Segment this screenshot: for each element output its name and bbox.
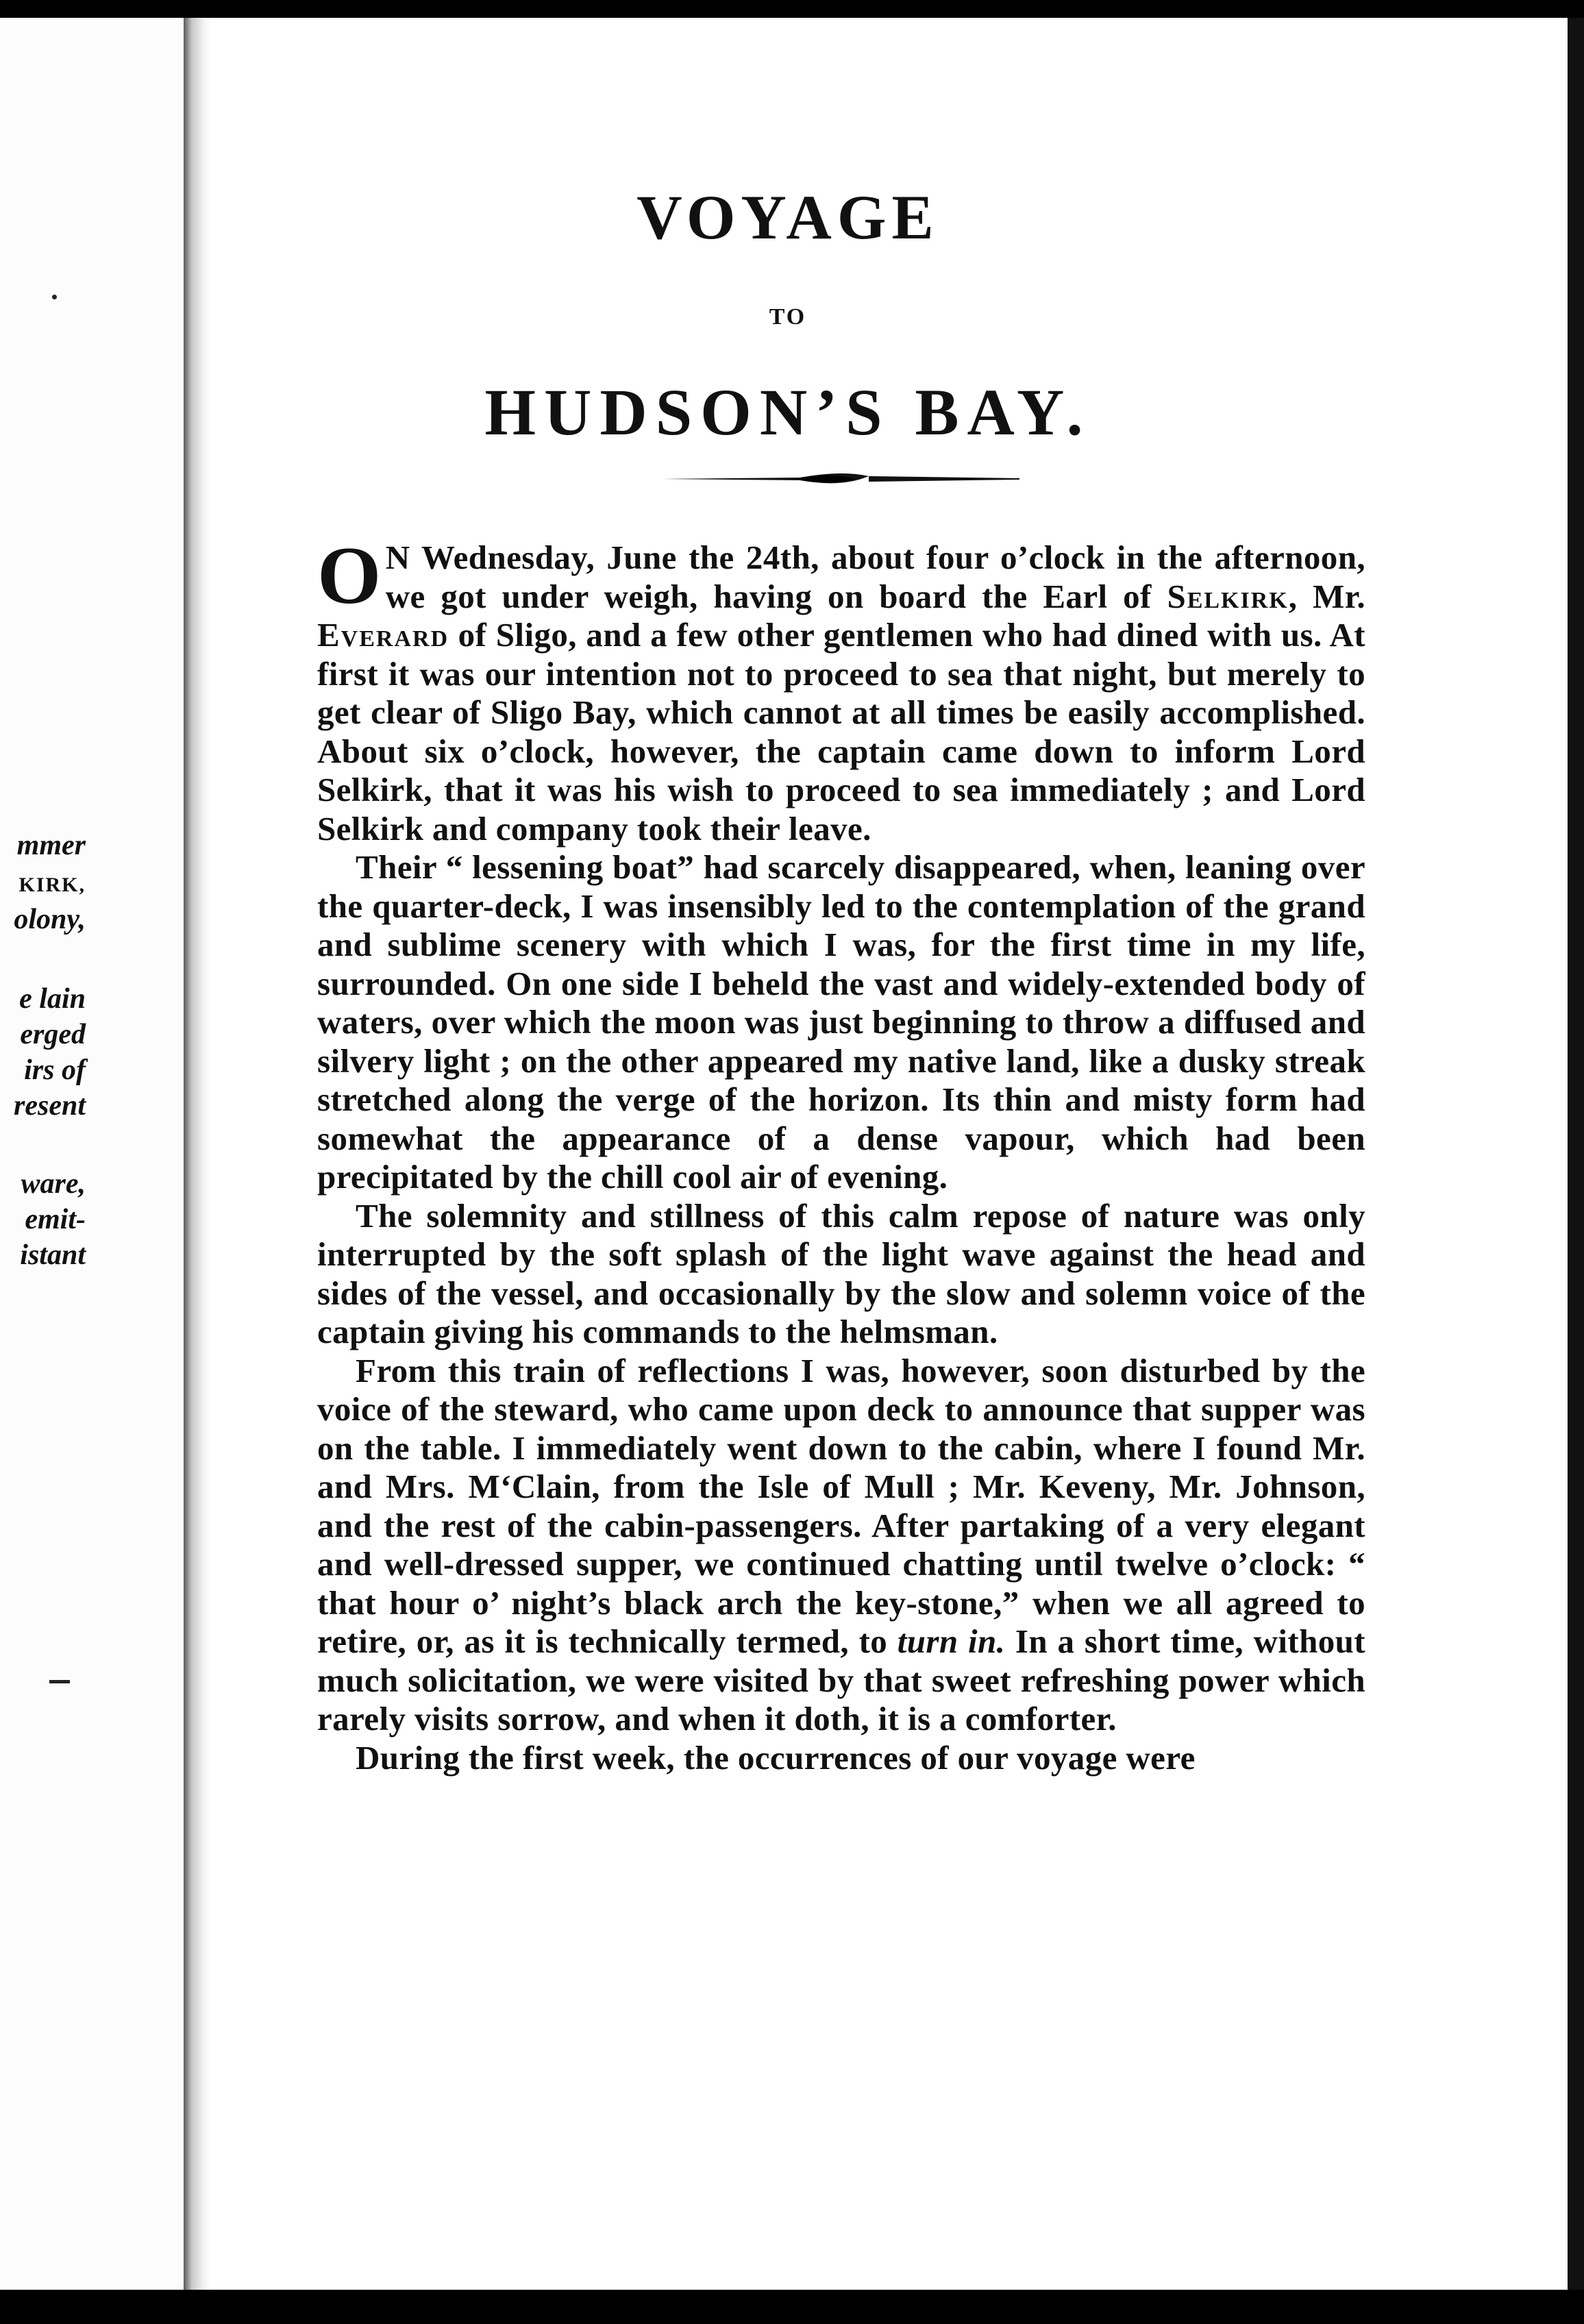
paragraph <box>317 1352 1365 1739</box>
text-run: , Mr. <box>1288 577 1365 615</box>
paragraph: During the first week, the occurrences of our voyage were <box>356 1738 1196 1777</box>
name-selkirk: Selkirk <box>1167 577 1289 615</box>
fragment-line: resent <box>14 1090 86 1122</box>
title-hudsons-bay: HUDSON’S BAY. <box>484 375 1091 449</box>
facing-page-fragment <box>0 18 184 2290</box>
title-to: TO <box>769 304 807 330</box>
scan-bottom-border <box>0 2290 1584 2324</box>
paragraph: The solemnity and stillness of this calm repose of nature was only interrupted by the soft splash of the light wave against the head and sides of the vessel, and occasionally by the slow and solemn voice of the captain giving his commands to the helmsman. <box>317 1196 1365 1350</box>
scan-right-border <box>1568 18 1584 2290</box>
drop-cap: O <box>317 530 382 621</box>
fragment-line: istant <box>20 1239 86 1271</box>
ink-dot <box>52 295 57 299</box>
gutter-shadow <box>184 18 211 2290</box>
ornamental-rule <box>663 467 1019 491</box>
fragment-line: e lain <box>19 983 86 1015</box>
fragment-line: irs of <box>24 1054 86 1086</box>
fragment-line: emit- <box>25 1204 86 1235</box>
body-text <box>317 530 1366 1777</box>
fragment-line: ware, <box>21 1168 86 1200</box>
scan-top-border <box>0 0 1584 18</box>
paragraph: Their “ lessening boat” had scarcely disappeared, when, leaning over the quarter-deck, I was insensibly led to the contemplation of the grand and sublime scenery with which I was, for the first time in my life, surrounded. On one side I beheld the vast and widely-extended body of waters, over which the moon was just beginning to throw a diffused and silvery light ; on the other appeared my native land, like a dusky streak stretched along the verge of the horizon. Its thin and misty form had somewhat the appearance of a dense vapour, which had been precipitated by the chill cool air of evening. <box>317 848 1365 1196</box>
title-voyage: VOYAGE <box>636 182 939 252</box>
book-page <box>211 18 1568 2290</box>
italic-phrase: turn in. <box>897 1622 1006 1660</box>
fragment-line: KIRK, <box>18 874 86 896</box>
fragment-line: erged <box>20 1019 86 1050</box>
ink-dash <box>49 1680 70 1683</box>
name-everard: Everard <box>317 616 449 654</box>
paragraph <box>317 530 1365 848</box>
fragment-line: olony, <box>14 904 86 935</box>
text-run: of Sligo, and a few other gentlemen who had dined with us. At first it was our intention not to proceed to sea that night, but merely to get clear of Sligo Bay, which cannot at all times be easily accomplished. About six o’clock, however, the captain came down to inform Lord Selkirk, that it was his wish to proceed to sea immediately ; and Lord Selkirk and company took their leave. <box>317 616 1365 848</box>
fragment-line: mmer <box>16 830 86 861</box>
text-run: In a short time, without much solicitation, we were visited by that sweet refreshing power which rarely visits sorrow, and when it doth, it is a comforter. <box>317 1622 1366 1738</box>
text-run: From this train of reflections I was, however, soon disturbed by the voice of the steward, who came upon deck to announce that supper was on the table. I immediately went down to the cabin, where I found Mr. and Mrs. M‘Clain, from the Isle of Mull ; Mr. Keveny, Mr. Johnson, and the rest of the cabin-passengers. After partaking of a very elegant and well-dressed supper, we continued chatting until twelve o’clock: “ that hour o’ night’s black arch the key-stone,” when we all agreed to retire, or, as it is technically termed, to <box>317 1351 1365 1660</box>
text-run: N Wednesday, June the 24th, about four o’clock in the afternoon, we got under weigh, having on board the Earl of <box>385 539 1365 615</box>
